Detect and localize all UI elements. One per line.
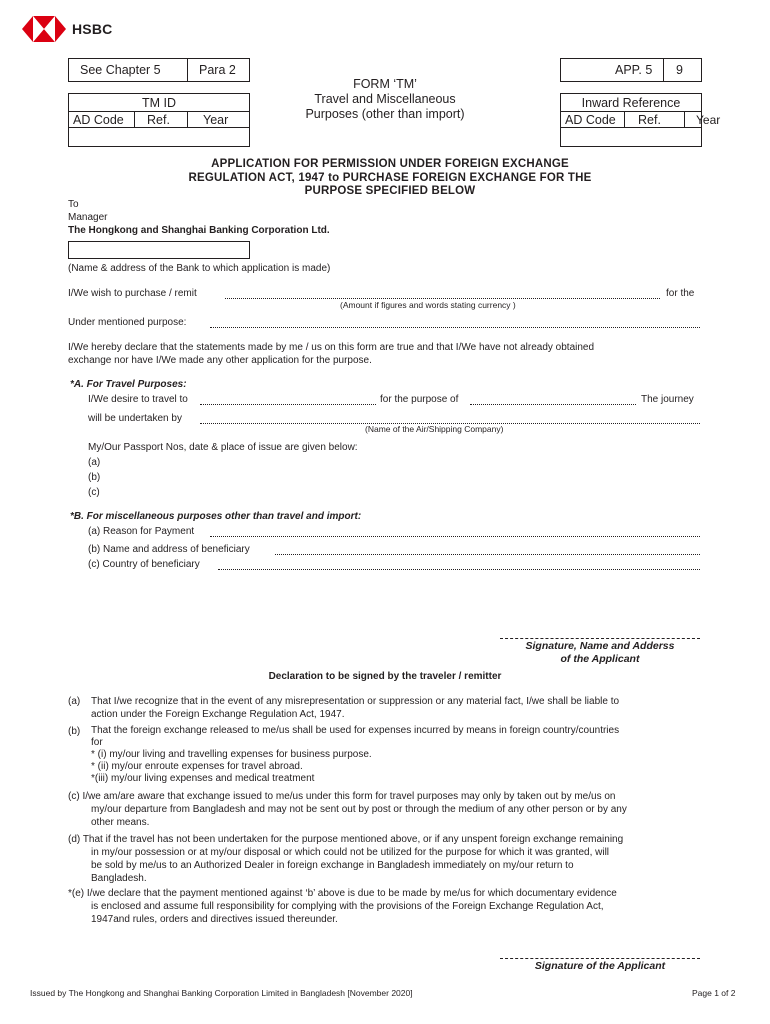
form-title-line3: Purposes (other than import) [305,107,465,121]
travel-to-label: I/We desire to travel to [88,394,188,405]
declaration-d-line3: be sold by me/us to an Authorized Dealer in foreign exchange in Bangladesh immediately on my/our return to [91,860,574,871]
tm-id-ref: Ref. [147,113,170,127]
divider [187,58,188,82]
declaration-d-line4: Bangladesh. [91,873,147,884]
undertaken-label: will be undertaken by [88,413,182,424]
for-the-label: for the [666,288,695,299]
country-field[interactable] [218,569,700,570]
hsbc-logo [22,16,112,42]
application-heading [120,158,660,199]
carrier-hint: (Name of the Air/Shipping Company) [365,424,504,434]
reason-field[interactable] [210,536,700,537]
divider [68,111,250,112]
bank-address-hint: (Name & address of the Bank to which application is made) [68,263,331,274]
declaration-d-line1: (d) That if the travel has not been undertaken for the purpose mentioned above, or if any unspent foreign exchange remaining [68,834,624,845]
heading-line2: REGULATION ACT, 1947 to PURCHASE FOREIGN EXCHANGE FOR THE [188,171,592,184]
passport-item-c: (c) [88,487,100,498]
declaration-b-line5: *(iii) my/our living expenses and medical treatment [91,773,315,784]
reason-label: (a) Reason for Payment [88,526,195,537]
declaration-b-line2: for [91,737,103,748]
tm-id-title: TM ID [141,96,177,110]
declaration-a-label: (a) [68,696,81,707]
divider [684,111,685,127]
divider [134,111,135,127]
declaration-e-text [68,887,702,926]
journey-label: The journey [641,394,694,405]
amount-hint: (Amount if figures and words stating currency ) [340,300,516,310]
declaration-b-text [91,725,701,785]
applicant-signature-label: Signature of the Applicant [534,960,666,972]
declaration-c-line1: (c) I/we am/are aware that exchange issued to me/us under this form for travel purposes may only by taken out by me/us on [68,791,616,802]
declaration-c-text [68,790,702,829]
passport-item-a: (a) [88,457,101,468]
declaration-e-line3: 1947and rules, orders and directives issued thereunder. [91,914,338,925]
inward-ref: Ref. [638,113,661,127]
purpose-field[interactable] [210,327,700,328]
declare-line2: exchange nor have I/We made any other application for the purpose. [68,355,372,366]
inward-ad-code: AD Code [565,113,616,127]
declaration-title: Declaration to be signed by the traveler / remitter [268,671,502,682]
declaration-d-line2: in my/our possession or at my/our disposal or which could not be utilized for the purpose for which it was granted, will [91,847,610,858]
passport-item-b: (b) [88,472,101,483]
brand-name: HSBC [72,21,113,37]
tm-id-ad-code: AD Code [73,113,124,127]
declaration-b-line3: * (i) my/our living and travelling expenses for business purpose. [91,749,372,760]
manager-label: Manager [68,212,108,223]
purpose-of-label: for the purpose of [380,394,459,405]
app-label: APP. 5 [615,63,653,77]
footer-issued: Issued by The Hongkong and Shanghai Banking Corporation Limited in Bangladesh [November 2020] [30,988,413,998]
declaration-a-line1: That I/we recognize that in the event of any misrepresentation or suppression or any material fact, I/we shall be liable to [91,696,620,707]
country-label: (c) Country of beneficiary [88,559,200,570]
signature-name-address [498,640,702,666]
form-title-line1: FORM ‘TM’ [353,77,417,91]
divider [560,111,702,112]
applicant-signature-line[interactable] [500,958,700,959]
declaration-c-line2: my/our departure from Bangladesh and may not be sent out by post or through the medium of any other person or by any [91,804,627,815]
destination-field[interactable] [200,404,376,405]
declaration-d-text [68,833,702,885]
divider [624,111,625,127]
inward-year: Year [696,113,721,127]
form-title-line2: Travel and Miscellaneous [314,92,456,106]
para-label: Para 2 [199,63,236,77]
form-title [270,77,500,122]
divider [560,127,702,128]
divider [663,58,664,82]
heading-line1: APPLICATION FOR PERMISSION UNDER FOREIGN EXCHANGE [211,158,569,170]
declaration-b-line4: * (ii) my/our enroute expenses for travel abroad. [91,761,303,772]
declaration-e-line1: *(e) I/we declare that the payment mentioned against ‘b’ above is due to be made by me/us for which documentary evidence [68,888,617,899]
bank-name: The Hongkong and Shanghai Banking Corporation Ltd. [68,225,330,236]
divider [68,127,250,128]
purchase-label: I/We wish to purchase / remit [68,288,197,299]
signature1-line1: Signature, Name and Adderss [525,640,675,652]
declaration-b-line1: That the foreign exchange released to me/us shall be used for expenses incurred by means in foreign country/countries [91,725,620,736]
tm-id-year: Year [203,113,229,127]
signature1-line2: of the Applicant [560,653,640,665]
declaration-a-text [91,695,701,721]
declaration-e-line2: is enclosed and assume full responsibility for complying with the provisions of the Foreign Exchange Regulation Act, [91,901,604,912]
divider [187,111,188,127]
declaration-a-line2: action under the Foreign Exchange Regulation Act, 1947. [91,709,345,720]
section-a-title: *A. For Travel Purposes: [70,379,187,390]
declare-line1: I/We hereby declare that the statements made by me / us on this form are true and that I/We have not already obtained [68,342,595,353]
amount-field[interactable] [225,298,660,299]
passport-label: My/Our Passport Nos, date & place of issue are given below: [88,442,358,453]
beneficiary-label: (b) Name and address of beneficiary [88,544,250,555]
heading-line3: PURPOSE SPECIFIED BELOW [304,185,476,197]
travel-purpose-field[interactable] [470,404,636,405]
signature-line[interactable] [500,638,700,639]
bank-address-field[interactable] [68,241,250,259]
chapter-label: See Chapter 5 [80,63,161,77]
app-number: 9 [676,63,683,77]
inward-reference-title: Inward Reference [581,96,681,110]
purpose-label: Under mentioned purpose: [68,317,187,328]
declaration-statement [68,341,700,367]
to-label: To [68,199,79,210]
footer-page-number: Page 1 of 2 [692,988,736,998]
declaration-b-label: (b) [68,726,81,737]
section-b-title: *B. For miscellaneous purposes other than travel and import: [70,511,362,522]
declaration-c-line3: other means. [91,817,150,828]
hsbc-hexagon-icon [22,16,66,42]
beneficiary-field[interactable] [275,554,700,555]
